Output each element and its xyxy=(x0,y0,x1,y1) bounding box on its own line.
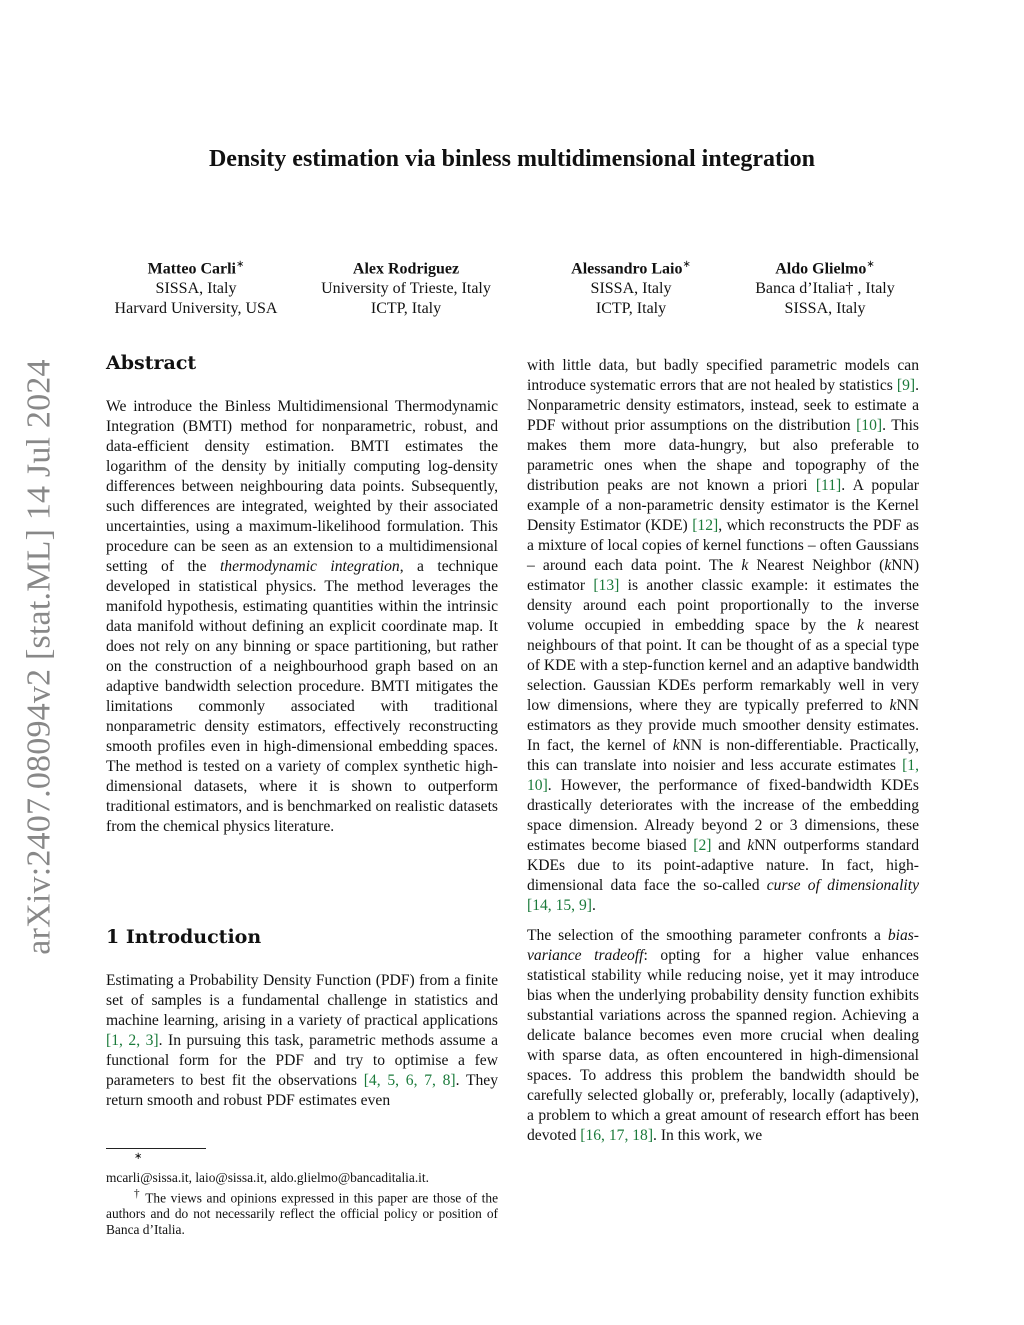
math-k: k xyxy=(747,837,755,854)
section-heading: 1 Introduction xyxy=(106,926,262,948)
author-affiliation: SISSA, Italy xyxy=(590,280,672,298)
citation-link[interactable]: [14, 15, 9] xyxy=(527,897,592,914)
author-affiliation: SISSA, Italy xyxy=(155,280,237,298)
body-text: with little data, but badly specified parametric models can introduce systematic errors that are not healed by statistics xyxy=(527,357,919,394)
body-text: , which reconstructs the PDF as a mixture of local copies of kernel functions – often Gaussians – around each data point. The xyxy=(527,517,919,574)
author-name: Alex Rodriguez xyxy=(352,260,460,278)
body-text: . A popular example of a non-parametric density estimator is the Kernel Density Estimator (KDE) xyxy=(527,477,919,534)
abstract-section xyxy=(106,352,498,837)
citation-link[interactable]: [13] xyxy=(593,577,620,594)
citation-link[interactable]: [4, 5, 6, 7, 8] xyxy=(363,1072,456,1089)
abstract-text: We introduce the Binless Multidimensional Thermodynamic Integration (BMTI) method for nonparametric, robust, and data-efficient density estimation. BMTI estimates the logarithm of the density by initially computing log-density differences between neighbouring data points. Subsequently, such differences are integrated, weighted by their associated uncertainties, using a maximum-likelihood formulation. This procedure can be seen as an extension to a multidimensional setting of the xyxy=(106,398,498,575)
math-k: k xyxy=(672,737,680,754)
emphasis-text: curse of dimensionality xyxy=(766,877,919,894)
body-text: . They return smooth and robust PDF estimates even xyxy=(106,1072,498,1109)
body-text: . In pursuing this task, parametric methods assume a functional form for the PDF and try to optimise a few parameters to best fit the observations xyxy=(106,1032,498,1089)
body-text: is another classic example: it estimates the density around each point proportionally to the inverse volume occupied in embedding space by the xyxy=(527,577,919,634)
citation-link[interactable]: [11] xyxy=(815,477,842,494)
body-text: NN) estimator xyxy=(527,557,920,594)
citation-link[interactable]: [1, 2, 3] xyxy=(106,1032,159,1049)
citation-link[interactable]: [2] xyxy=(693,837,712,854)
body-text: . However, the performance of fixed-bandwidth KDEs drastically deteriorates with the increase of the embedding space dimension. Already beyond 2 or 3 dimensions, these estimates become biased xyxy=(527,777,919,854)
body-text: NN estimators as they provide much smoother density estimates. In fact, the kernel of xyxy=(527,697,919,754)
abstract-heading: Abstract xyxy=(106,352,197,374)
footnote-emails: mcarli@sissa.it, laio@sissa.it, aldo.glielmo@bancaditalia.it. xyxy=(106,1170,429,1185)
abstract-text: , a technique developed in statistical physics. The method leverages the manifold hypothesis, estimating quantities within the intrinsic data manifold without defining an explicit coordinate map. It does not rely on any binning or space partitioning, but rather on the construction of a neighbourhood graph based on an adaptive bandwidth selection procedure. BMTI mitigates the limitations commonly associated with traditional nonparametric density estimators, effectively reconstructing smooth profiles even in high-dimensional embedding spaces. The method is tested on a variety of complex synthetic high-dimensional datasets, where it is shown to outperform traditional estimators, and is benchmarked on realistic datasets from the chemical physics literature. xyxy=(106,558,498,835)
math-k: k xyxy=(741,557,749,574)
footnote-dagger: † xyxy=(134,1188,141,1200)
author-mark: ∗ xyxy=(236,259,245,270)
body-text: . xyxy=(591,897,596,914)
body-text: The selection of the smoothing parameter confronts a xyxy=(527,927,888,944)
abstract-body xyxy=(106,397,498,837)
author-mark: ∗ xyxy=(682,259,691,270)
body-text: . In this work, we xyxy=(653,1127,763,1144)
body-text: . Nonparametric density estimators, instead, seek to estimate a PDF without prior assumptions on the distribution xyxy=(527,377,919,434)
paper-title: Density estimation via binless multidimensional integration xyxy=(208,146,816,172)
body-text: Nearest Neighbor ( xyxy=(748,557,885,574)
math-k: k xyxy=(884,557,892,574)
footnote-rule xyxy=(106,1148,206,1149)
body-text: : opting for a higher value enhances statistical stability while reducing noise, yet it may introduce bias when the underlying probability density function exhibits substantial variations across the spanned region. Achieving a delicate balance becomes even more crucial when dealing with sparse data, as often encountered in high-dimensional spaces. To address this problem the bandwidth should be carefully selected globally or, preferably, locally (adaptively), a problem to which a great amount of research effort has been devoted xyxy=(527,947,919,1144)
body-text: . This makes them more data-hungry, but also preferable to parametric ones when the shape and topography of the distribution peaks are not known a priori xyxy=(527,417,919,494)
body-text: and xyxy=(711,837,748,854)
author-block-1 xyxy=(96,255,296,319)
author-affiliation: Banca d’Italia† , Italy xyxy=(755,280,895,298)
author-block-2 xyxy=(296,255,516,319)
citation-link[interactable]: [1, 10] xyxy=(527,757,919,794)
author-name: Alessandro Laio xyxy=(571,260,683,278)
arxiv-identifier: arXiv:2407.08094v2 [stat.ML] 14 Jul 2024 xyxy=(21,359,58,955)
citation-link[interactable]: [12] xyxy=(692,517,719,534)
body-text: Estimating a Probability Density Function (PDF) from a finite set of samples is a fundamental challenge in statistics and machine learning, arising in a variety of practical applications xyxy=(106,972,498,1029)
math-k: k xyxy=(857,617,864,634)
introduction-section xyxy=(106,926,498,1111)
abstract-emphasis: thermodynamic integration xyxy=(219,558,400,575)
author-affiliation: Harvard University, USA xyxy=(114,300,278,318)
citation-link[interactable]: [9] xyxy=(896,377,916,394)
footnotes xyxy=(106,1152,498,1238)
citation-link[interactable]: [16, 17, 18] xyxy=(580,1127,654,1144)
footnote-star: ∗ xyxy=(134,1151,143,1162)
author-name: Aldo Glielmo xyxy=(775,260,867,278)
author-mark: ∗ xyxy=(866,259,875,270)
body-text: nearest neighbours of that point. It can be thought of as a special type of KDE with a step-function kernel and an adaptive bandwidth selection. Gaussian KDEs perform remarkably well in very low dimensions, where they are typically preferred to xyxy=(527,617,919,714)
author-name: Matteo Carli xyxy=(147,260,236,278)
math-k: k xyxy=(889,697,897,714)
citation-link[interactable]: [10] xyxy=(856,417,883,434)
footnote-disclaimer: The views and opinions expressed in this paper are those of the authors and do not necessarily reflect the official policy or position of Banca d’Italia. xyxy=(106,1190,499,1238)
body-text: NN outperforms standard KDEs due to its point-adaptive nature. In fact, high-dimensional data face the so-called xyxy=(527,837,920,894)
author-affiliation: ICTP, Italy xyxy=(370,300,442,318)
author-block-4 xyxy=(730,255,920,319)
author-block-3 xyxy=(526,255,736,319)
right-column xyxy=(527,356,919,1146)
emphasis-text: bias-variance tradeoff xyxy=(527,927,919,964)
body-text: NN is non-differentiable. Practically, this can translate into noisier and less accurate estimates xyxy=(527,737,920,774)
introduction-body xyxy=(106,971,498,1111)
author-affiliation: ICTP, Italy xyxy=(595,300,667,318)
author-affiliation: University of Trieste, Italy xyxy=(321,280,491,298)
author-affiliation: SISSA, Italy xyxy=(784,300,866,318)
arxiv-stamp xyxy=(14,358,66,956)
